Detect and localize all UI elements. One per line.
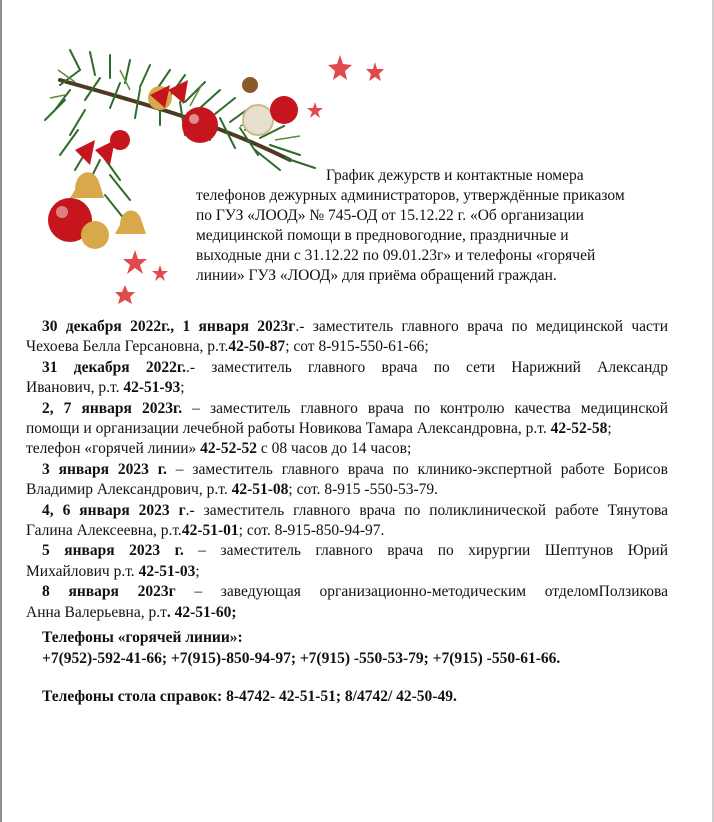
duty-date: 5 января 2023 г. [42, 542, 184, 560]
hotline-title: Телефоны «горячей линии»: [42, 629, 243, 646]
duty-text: Анна Валерьевна, р.т [26, 603, 167, 621]
duty-entry [26, 501, 668, 542]
intro-line: телефонов дежурных администраторов, утверждённые приказом [196, 187, 625, 204]
duty-entry [26, 399, 668, 460]
duty-entry [26, 582, 668, 623]
duty-entry [26, 317, 668, 358]
intro-line: медицинской помощи в предновогодние, праздничные и [196, 227, 569, 244]
intro-paragraph [196, 166, 636, 286]
duty-text: ; сот. 8-915-850-94-97. [238, 522, 385, 540]
duty-text: – заместитель главного врача по контролю качества медицинской [182, 399, 668, 417]
duty-text: – заместитель главного врача по хирургии Шептунов Юрий [183, 542, 669, 560]
duty-text: Галина Алексеевна, р.т. [26, 522, 182, 540]
duty-text: Иванович, р.т. [26, 379, 124, 397]
hotline-phone: 42-52-52 [200, 440, 257, 458]
duty-text: ; сот 8-915-550-61-66; [285, 338, 429, 356]
duty-text: Владимир Александрович, р.т. [26, 481, 232, 499]
duty-text: с 08 часов до 14 часов; [256, 440, 412, 458]
duty-phone: 42-51-08 [231, 481, 289, 499]
duty-entry [26, 541, 668, 582]
duty-text: ; [195, 562, 200, 580]
info-desk-phones: Телефоны стола справок: 8-4742- 42-51-51; 8/4742/ 42-50-49. [42, 688, 457, 705]
duty-entry [26, 358, 668, 399]
duty-phone: 42-50-87 [228, 338, 286, 356]
duty-text: .- заместитель главного врача по медицинской части [295, 318, 668, 335]
intro-line: по ГУЗ «ЛООД» № 745-ОД от 15.12.22 г. «Об организации [196, 207, 584, 224]
duty-text: ; [607, 420, 612, 438]
duty-text: – заведующая организационно-методическим отделомПолзикова [175, 583, 669, 601]
duty-date: 30 декабря 2022г., 1 января 2023г [42, 318, 296, 335]
duty-phone: 42-51-03 [138, 562, 196, 580]
duty-date: 3 января 2023 г. [42, 460, 167, 478]
intro-line: выходные дни с 31.12.22 по 09.01.23г» и телефоны «горячей [196, 247, 596, 264]
duty-phone: 42-51-93 [123, 379, 181, 397]
duty-phone: . 42-51-60; [166, 603, 237, 621]
duty-text: – заместитель главного врача по клинико-экспертной работе Борисов [166, 460, 669, 478]
duty-date: 31 декабря 2022г. [42, 358, 187, 376]
duty-schedule [26, 317, 668, 623]
duty-text: помощи и организации лечебной работы Новикова Тамара Александровна, р.т. [26, 420, 551, 438]
duty-text: ; [180, 379, 185, 397]
page-left-border [0, 0, 2, 822]
duty-date: 4, 6 января 2023 г [42, 501, 186, 519]
duty-text: телефон «горячей линии» [26, 440, 201, 458]
duty-text: .- заместитель главного врача по сети Нарижний Александр [186, 358, 668, 376]
intro-line: График дежурств и контактные номера [326, 167, 584, 184]
duty-text: .- заместитель главного врача по поликлинической работе Тянутова [185, 501, 668, 519]
duty-date: 2, 7 января 2023г. [42, 399, 183, 417]
duty-date: 8 января 2023г [42, 583, 176, 601]
duty-entry [26, 460, 668, 501]
duty-phone: 42-52-58 [550, 420, 608, 438]
duty-phone: 42-51-01 [181, 522, 239, 540]
duty-text: Михайлович р.т. [26, 562, 139, 580]
duty-text: ; сот. 8-915 -550-53-79. [288, 481, 439, 499]
hotline-numbers: +7(952)-592-41-66; +7(915)-850-94-97; +7(915) -550-53-79; +7(915) -550-61-66. [42, 650, 561, 667]
duty-text: Чехоева Белла Герсановна, р.т. [26, 338, 229, 356]
intro-line: линии» ГУЗ «ЛООД» для приёма обращений граждан. [196, 267, 557, 284]
